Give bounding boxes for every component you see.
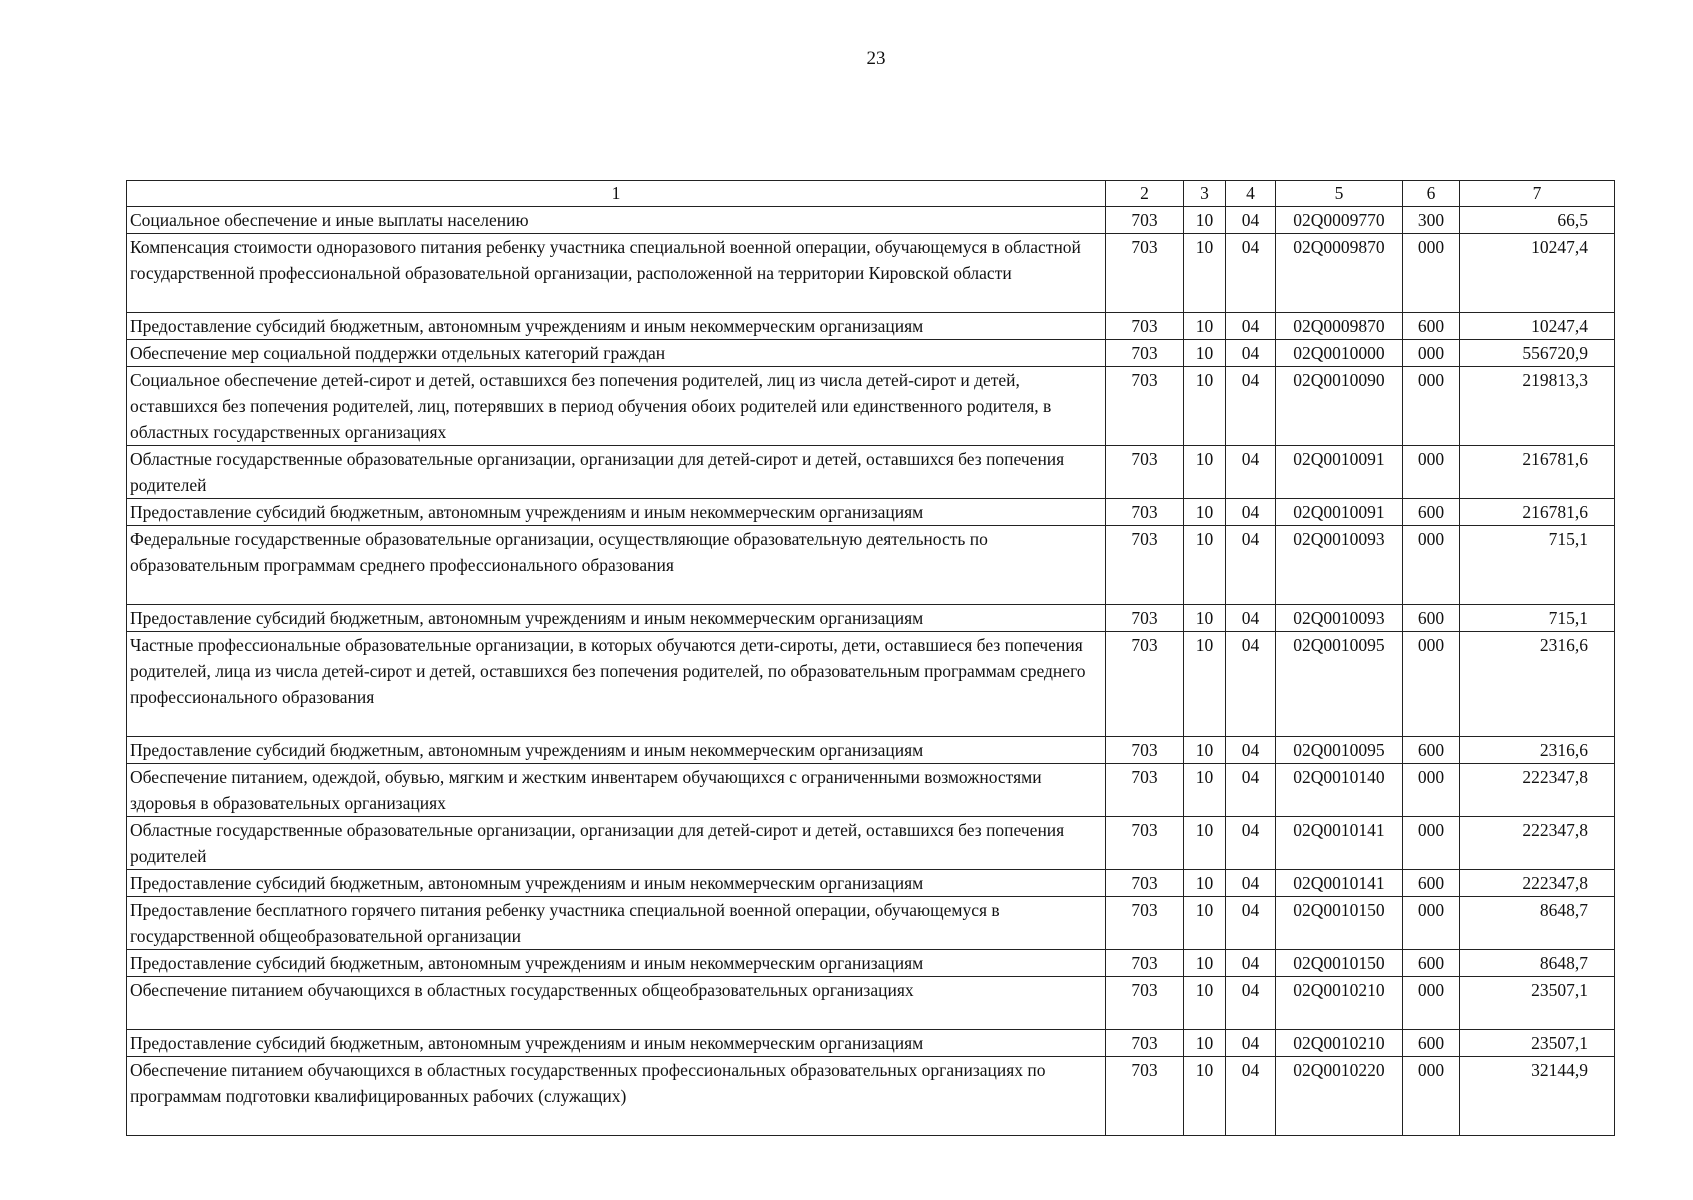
column-header: 1: [127, 181, 1106, 207]
row-code-5: 02Q0010093: [1276, 605, 1403, 632]
row-amount: 8648,7: [1460, 950, 1615, 977]
row-code-4: 04: [1226, 367, 1276, 446]
row-description: Обеспечение мер социальной поддержки отдельных категорий граждан: [127, 340, 1106, 367]
row-code-2: 703: [1106, 1030, 1184, 1057]
row-code-3: 10: [1184, 207, 1226, 234]
row-code-6: 000: [1403, 977, 1460, 1030]
row-code-6: 600: [1403, 605, 1460, 632]
row-code-2: 703: [1106, 207, 1184, 234]
table-row: [127, 977, 1615, 1030]
row-code-2: 703: [1106, 367, 1184, 446]
row-code-6: 000: [1403, 632, 1460, 737]
row-amount: 219813,3: [1460, 367, 1615, 446]
table-row: [127, 499, 1615, 526]
table-body: [127, 207, 1615, 1136]
row-code-5: 02Q0010141: [1276, 870, 1403, 897]
column-header: 6: [1403, 181, 1460, 207]
table-row: [127, 817, 1615, 870]
row-code-6: 000: [1403, 446, 1460, 499]
row-description: Обеспечение питанием обучающихся в областных государственных общеобразовательных организациях: [127, 977, 1106, 1030]
row-code-2: 703: [1106, 870, 1184, 897]
row-amount: 715,1: [1460, 526, 1615, 605]
row-code-2: 703: [1106, 977, 1184, 1030]
row-code-5: 02Q0010141: [1276, 817, 1403, 870]
row-amount: 222347,8: [1460, 817, 1615, 870]
row-code-3: 10: [1184, 897, 1226, 950]
table-row: [127, 340, 1615, 367]
row-code-3: 10: [1184, 817, 1226, 870]
column-header: 5: [1276, 181, 1403, 207]
row-code-2: 703: [1106, 817, 1184, 870]
row-code-5: 02Q0010093: [1276, 526, 1403, 605]
row-amount: 10247,4: [1460, 234, 1615, 313]
row-amount: 216781,6: [1460, 499, 1615, 526]
row-amount: 222347,8: [1460, 764, 1615, 817]
page-number: 23: [866, 48, 886, 69]
row-amount: 23507,1: [1460, 1030, 1615, 1057]
row-code-3: 10: [1184, 313, 1226, 340]
row-code-3: 10: [1184, 764, 1226, 817]
row-code-5: 02Q0010150: [1276, 897, 1403, 950]
table-row: [127, 234, 1615, 313]
row-code-6: 600: [1403, 499, 1460, 526]
row-description: Предоставление субсидий бюджетным, автономным учреждениям и иным некоммерческим организациям: [127, 499, 1106, 526]
row-code-4: 04: [1226, 764, 1276, 817]
row-code-5: 02Q0010095: [1276, 737, 1403, 764]
row-description: Предоставление субсидий бюджетным, автономным учреждениям и иным некоммерческим организациям: [127, 870, 1106, 897]
row-code-5: 02Q0010091: [1276, 499, 1403, 526]
column-header: 4: [1226, 181, 1276, 207]
row-code-5: 02Q0010095: [1276, 632, 1403, 737]
row-code-6: 000: [1403, 764, 1460, 817]
row-code-2: 703: [1106, 605, 1184, 632]
row-code-6: 300: [1403, 207, 1460, 234]
row-code-2: 703: [1106, 313, 1184, 340]
row-amount: 222347,8: [1460, 870, 1615, 897]
row-amount: 10247,4: [1460, 313, 1615, 340]
row-code-4: 04: [1226, 1030, 1276, 1057]
row-code-2: 703: [1106, 764, 1184, 817]
row-code-4: 04: [1226, 817, 1276, 870]
row-code-4: 04: [1226, 605, 1276, 632]
row-code-4: 04: [1226, 950, 1276, 977]
row-description: Социальное обеспечение детей-сирот и детей, оставшихся без попечения родителей, лиц из числа детей-сирот и детей, оставшихся без попечения родителей, лиц, потерявших в период обучения обоих родителей или единственного родителя, в областных государственных организациях: [127, 367, 1106, 446]
row-code-4: 04: [1226, 234, 1276, 313]
row-code-6: 600: [1403, 313, 1460, 340]
row-code-4: 04: [1226, 446, 1276, 499]
row-code-3: 10: [1184, 870, 1226, 897]
row-code-6: 000: [1403, 367, 1460, 446]
row-code-4: 04: [1226, 737, 1276, 764]
row-code-6: 000: [1403, 1057, 1460, 1136]
table-row: [127, 737, 1615, 764]
row-code-5: 02Q0009770: [1276, 207, 1403, 234]
row-code-5: 02Q0010140: [1276, 764, 1403, 817]
row-code-5: 02Q0010150: [1276, 950, 1403, 977]
row-code-3: 10: [1184, 605, 1226, 632]
row-code-3: 10: [1184, 632, 1226, 737]
row-code-3: 10: [1184, 234, 1226, 313]
row-amount: 556720,9: [1460, 340, 1615, 367]
row-code-6: 600: [1403, 737, 1460, 764]
row-amount: 2316,6: [1460, 632, 1615, 737]
row-code-4: 04: [1226, 632, 1276, 737]
row-code-2: 703: [1106, 897, 1184, 950]
table-header-row: [127, 181, 1615, 207]
row-description: Обеспечение питанием обучающихся в областных государственных профессиональных образовательных организациях по программам подготовки квалифицированных рабочих (служащих): [127, 1057, 1106, 1136]
column-header: 3: [1184, 181, 1226, 207]
row-description: Предоставление субсидий бюджетным, автономным учреждениям и иным некоммерческим организациям: [127, 950, 1106, 977]
row-code-2: 703: [1106, 234, 1184, 313]
row-amount: 23507,1: [1460, 977, 1615, 1030]
row-code-6: 000: [1403, 340, 1460, 367]
row-code-6: 000: [1403, 897, 1460, 950]
row-amount: 32144,9: [1460, 1057, 1615, 1136]
row-code-2: 703: [1106, 340, 1184, 367]
row-code-6: 600: [1403, 950, 1460, 977]
row-amount: 216781,6: [1460, 446, 1615, 499]
row-description: Социальное обеспечение и иные выплаты населению: [127, 207, 1106, 234]
row-code-6: 000: [1403, 234, 1460, 313]
row-code-5: 02Q0009870: [1276, 313, 1403, 340]
column-header: 7: [1460, 181, 1615, 207]
row-code-6: 600: [1403, 870, 1460, 897]
row-code-3: 10: [1184, 446, 1226, 499]
table-row: [127, 764, 1615, 817]
row-description: Частные профессиональные образовательные организации, в которых обучаются дети-сироты, дети, оставшиеся без попечения родителей, лица из числа детей-сирот и детей, оставшихся без попечения родителей, по образовательным программам среднего профессионального образования: [127, 632, 1106, 737]
row-code-3: 10: [1184, 977, 1226, 1030]
row-code-2: 703: [1106, 950, 1184, 977]
row-code-5: 02Q0010220: [1276, 1057, 1403, 1136]
row-description: Предоставление субсидий бюджетным, автономным учреждениям и иным некоммерческим организациям: [127, 313, 1106, 340]
row-amount: 2316,6: [1460, 737, 1615, 764]
row-code-4: 04: [1226, 499, 1276, 526]
row-code-2: 703: [1106, 526, 1184, 605]
row-description: Предоставление субсидий бюджетным, автономным учреждениям и иным некоммерческим организациям: [127, 605, 1106, 632]
row-description: Предоставление субсидий бюджетным, автономным учреждениям и иным некоммерческим организациям: [127, 737, 1106, 764]
row-code-3: 10: [1184, 499, 1226, 526]
row-code-6: 600: [1403, 1030, 1460, 1057]
row-code-6: 000: [1403, 817, 1460, 870]
row-code-4: 04: [1226, 870, 1276, 897]
row-code-2: 703: [1106, 446, 1184, 499]
column-header: 2: [1106, 181, 1184, 207]
table-row: [127, 207, 1615, 234]
table-row: [127, 313, 1615, 340]
row-code-3: 10: [1184, 340, 1226, 367]
row-code-5: 02Q0010210: [1276, 1030, 1403, 1057]
row-amount: 66,5: [1460, 207, 1615, 234]
row-code-2: 703: [1106, 499, 1184, 526]
row-amount: 8648,7: [1460, 897, 1615, 950]
row-code-5: 02Q0010000: [1276, 340, 1403, 367]
table-row: [127, 632, 1615, 737]
row-code-3: 10: [1184, 737, 1226, 764]
table-row: [127, 367, 1615, 446]
row-code-3: 10: [1184, 1030, 1226, 1057]
budget-table-container: [126, 180, 1614, 1136]
row-code-3: 10: [1184, 367, 1226, 446]
table-row: [127, 897, 1615, 950]
table-row: [127, 870, 1615, 897]
row-description: Областные государственные образовательные организации, организации для детей-сирот и детей, оставшихся без попечения родителей: [127, 446, 1106, 499]
table-row: [127, 1057, 1615, 1136]
row-code-4: 04: [1226, 526, 1276, 605]
table-row: [127, 526, 1615, 605]
table-row: [127, 1030, 1615, 1057]
row-code-2: 703: [1106, 1057, 1184, 1136]
row-code-4: 04: [1226, 313, 1276, 340]
row-code-6: 000: [1403, 526, 1460, 605]
row-code-4: 04: [1226, 1057, 1276, 1136]
row-description: Областные государственные образовательные организации, организации для детей-сирот и детей, оставшихся без попечения родителей: [127, 817, 1106, 870]
row-description: Предоставление бесплатного горячего питания ребенку участника специальной военной операции, обучающемуся в государственной общеобразовательной организации: [127, 897, 1106, 950]
row-description: Обеспечение питанием, одеждой, обувью, мягким и жестким инвентарем обучающихся с ограниченными возможностями здоровья в образовательных организациях: [127, 764, 1106, 817]
row-description: Компенсация стоимости одноразового питания ребенку участника специальной военной операции, обучающемуся в областной государственной профессиональной образовательной организации, расположенной на территории Кировской области: [127, 234, 1106, 313]
row-code-2: 703: [1106, 632, 1184, 737]
row-code-3: 10: [1184, 1057, 1226, 1136]
row-amount: 715,1: [1460, 605, 1615, 632]
table-row: [127, 605, 1615, 632]
row-code-4: 04: [1226, 897, 1276, 950]
row-code-4: 04: [1226, 340, 1276, 367]
row-code-3: 10: [1184, 526, 1226, 605]
row-code-4: 04: [1226, 207, 1276, 234]
row-code-5: 02Q0010091: [1276, 446, 1403, 499]
row-code-3: 10: [1184, 950, 1226, 977]
table-row: [127, 446, 1615, 499]
row-description: Предоставление субсидий бюджетным, автономным учреждениям и иным некоммерческим организациям: [127, 1030, 1106, 1057]
row-code-2: 703: [1106, 737, 1184, 764]
table-row: [127, 950, 1615, 977]
budget-table: [126, 180, 1615, 1136]
row-code-5: 02Q0009870: [1276, 234, 1403, 313]
row-description: Федеральные государственные образовательные организации, осуществляющие образовательную деятельность по образовательным программам среднего профессионального образования: [127, 526, 1106, 605]
row-code-5: 02Q0010090: [1276, 367, 1403, 446]
row-code-5: 02Q0010210: [1276, 977, 1403, 1030]
row-code-4: 04: [1226, 977, 1276, 1030]
